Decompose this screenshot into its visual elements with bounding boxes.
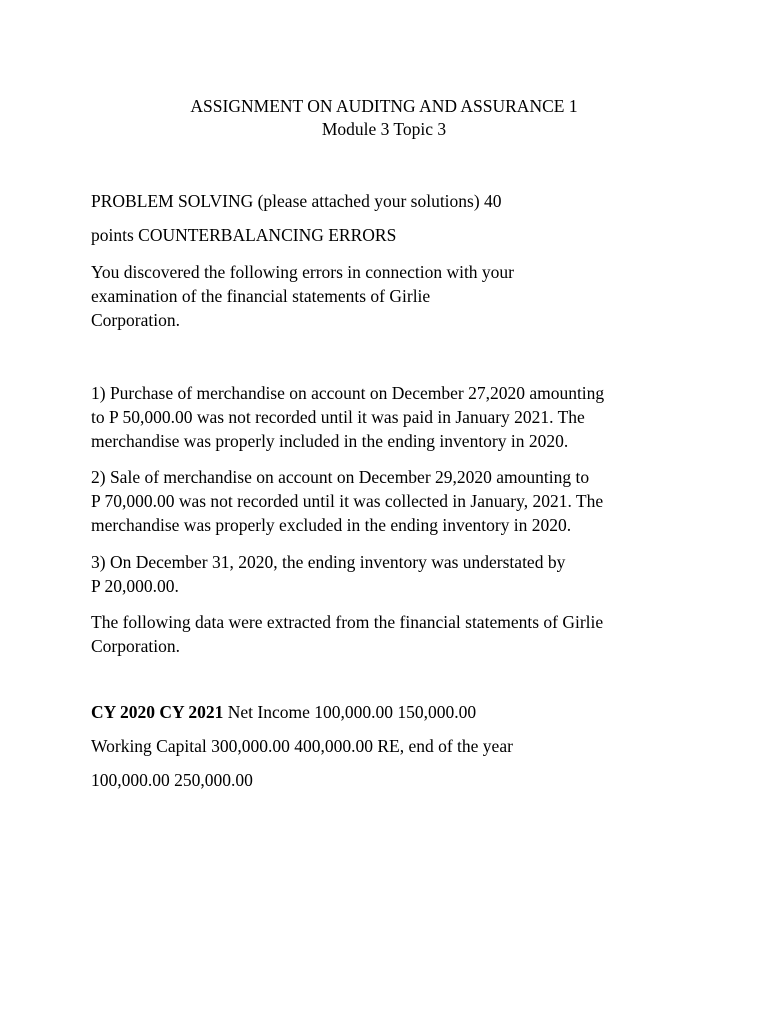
assignment-title: ASSIGNMENT ON AUDITNG AND ASSURANCE 1 [190,96,578,116]
following-data-paragraph: The following data were extracted from the financial statements of Girlie Corporation. [91,612,604,656]
cy-header-line [91,700,711,724]
module-topic-subtitle: Module 3 Topic 3 [321,119,447,139]
intro-paragraph: You discovered the following errors in connection with your examination of the financial statements of Girlie Corporation. [91,262,515,330]
points-line: points COUNTERBALANCING ERRORS [91,225,397,245]
cy-years-label: CY 2020 CY 2021 [91,702,224,722]
error-item-1: 1) Purchase of merchandise on account on December 27,2020 amounting to P 50,000.00 was not recorded until it was paid in January 2021. The merchandise was properly included in the ending inventory in 2020. [91,383,605,451]
problem-heading: PROBLEM SOLVING (please attached your solutions) 40 [91,191,502,211]
working-capital-line: Working Capital 300,000.00 400,000.00 RE, end of the year [91,736,513,756]
retained-earnings-values: 100,000.00 250,000.00 [91,770,253,790]
error-item-3: 3) On December 31, 2020, the ending inventory was understated by P 20,000.00. [91,552,566,596]
error-item-2: 2) Sale of merchandise on account on December 29,2020 amounting to P 70,000.00 was not recorded until it was collected in January, 2021. The merchandise was properly excluded in the ending inventory in 2020. [91,467,604,535]
net-income-values: Net Income 100,000.00 150,000.00 [223,702,477,722]
